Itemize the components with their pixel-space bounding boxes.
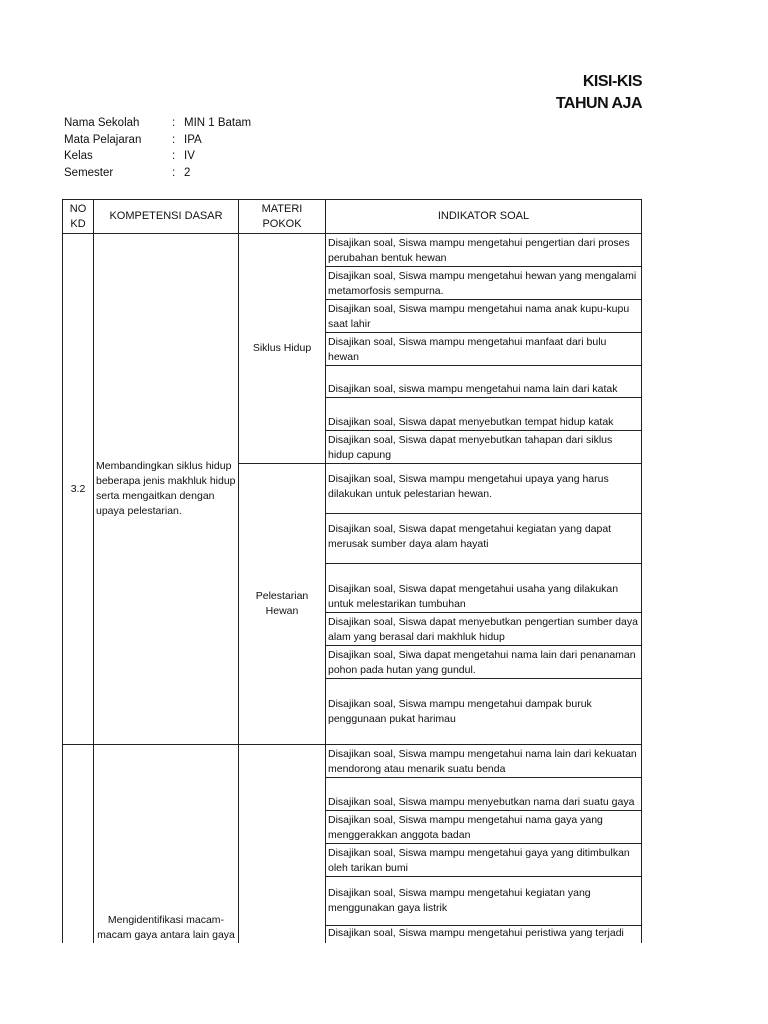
info-separator: : [172, 133, 176, 146]
materi-pokok-cell [239, 745, 326, 959]
info-value: MIN 1 Batam [184, 117, 252, 129]
kisi-kisi-table [62, 199, 642, 959]
info-separator: : [172, 166, 176, 179]
info-label: Mata Pelajaran [64, 133, 142, 146]
column-header-materi-pokok: MATERI POKOK [239, 200, 326, 234]
indikator-cell: Disajikan soal, Siswa mampu mengetahui upaya yang harus dilakukan untuk pelestarian hewan. [326, 464, 642, 514]
info-row-class [64, 150, 251, 167]
kd-number: 3.2 [63, 234, 94, 745]
kompetensi-dasar-cell: Membandingkan siklus hidup beberapa jenis makhluk hidup serta mengaitkan dengan upaya pelestarian. [94, 234, 239, 745]
indikator-cell: Disajikan soal, Siswa dapat mengetahui kegiatan yang dapat merusak sumber daya alam hayati [326, 514, 642, 564]
indikator-cell: Disajikan soal, Siswa mampu mengetahui dampak buruk penggunaan pukat harimau [326, 679, 642, 745]
indikator-cell: Disajikan soal, Siswa mampu mengetahui kegiatan yang menggunakan gaya listrik [326, 877, 642, 926]
info-label: Nama Sekolah [64, 117, 140, 129]
indikator-cell: Disajikan soal, Siswa mampu menyebutkan nama dari suatu gaya [326, 778, 642, 811]
indikator-cell: Disajikan soal, Siswa mampu mengetahui peristiwa yang terjadi [326, 926, 642, 959]
page-bottom-margin [0, 943, 768, 1024]
column-header-indikator-soal: INDIKATOR SOAL [326, 200, 642, 234]
column-header-no-kd: NO KD [63, 200, 94, 234]
indikator-cell: Disajikan soal, Siswa dapat mengetahui usaha yang dilakukan untuk melestarikan tumbuhan [326, 564, 642, 613]
document-subtitle: TAHUN AJA [555, 95, 642, 112]
indikator-cell: Disajikan soal, Siswa dapat menyebutkan tahapan dari siklus hidup capung [326, 431, 642, 464]
table-row [63, 234, 642, 267]
info-label: Kelas [64, 150, 93, 162]
indikator-cell: Disajikan soal, Siswa mampu mengetahui nama gaya yang menggerakkan anggota badan [326, 811, 642, 844]
indikator-cell: Disajikan soal, Siswa dapat menyebutkan pengertian sumber daya alam yang berasal dari makhluk hidup [326, 613, 642, 646]
info-value: IPA [184, 133, 202, 146]
info-row-semester [64, 167, 251, 184]
indikator-cell: Disajikan soal, Siswa mampu mengetahui hewan yang mengalami metamorfosis sempurna. [326, 267, 642, 300]
indikator-cell: Disajikan soal, Siswa dapat menyebutkan tempat hidup katak [326, 398, 642, 431]
indikator-cell: Disajikan soal, Siswa mampu mengetahui gaya yang ditimbulkan oleh tarikan bumi [326, 844, 642, 877]
school-info [64, 117, 251, 183]
indikator-cell: Disajikan soal, siswa mampu mengetahui nama lain dari katak [326, 366, 642, 398]
info-value: 2 [184, 166, 191, 179]
kd-number [63, 745, 94, 959]
indikator-cell: Disajikan soal, Siswa mampu mengetahui nama lain dari kekuatan mendorong atau menarik suatu benda [326, 745, 642, 778]
kompetensi-dasar-cell: Mengidentifikasi macam-macam gaya antara lain gaya [94, 745, 239, 959]
materi-pokok-cell: Pelestarian Hewan [239, 464, 326, 745]
table-header-row [63, 200, 642, 234]
indikator-cell: Disajikan soal, Siswa mampu mengetahui manfaat dari bulu hewan [326, 333, 642, 366]
info-label: Semester [64, 166, 114, 179]
table-row [63, 745, 642, 778]
indikator-cell: Disajikan soal, Siwa dapat mengetahui nama lain dari penanaman pohon pada hutan yang gundul. [326, 646, 642, 679]
info-value: IV [184, 150, 195, 162]
indikator-cell: Disajikan soal, Siswa mampu mengetahui nama anak kupu-kupu saat lahir [326, 300, 642, 333]
info-separator: : [172, 150, 176, 162]
info-row-school [64, 117, 251, 134]
materi-pokok-cell: Siklus Hidup [239, 234, 326, 464]
document-title: KISI-KIS [582, 73, 642, 90]
info-separator: : [172, 117, 176, 129]
column-header-kompetensi-dasar: KOMPETENSI DASAR [94, 200, 239, 234]
indikator-cell: Disajikan soal, Siswa mampu mengetahui pengertian dari proses perubahan bentuk hewan [326, 234, 642, 267]
info-row-subject [64, 134, 251, 151]
